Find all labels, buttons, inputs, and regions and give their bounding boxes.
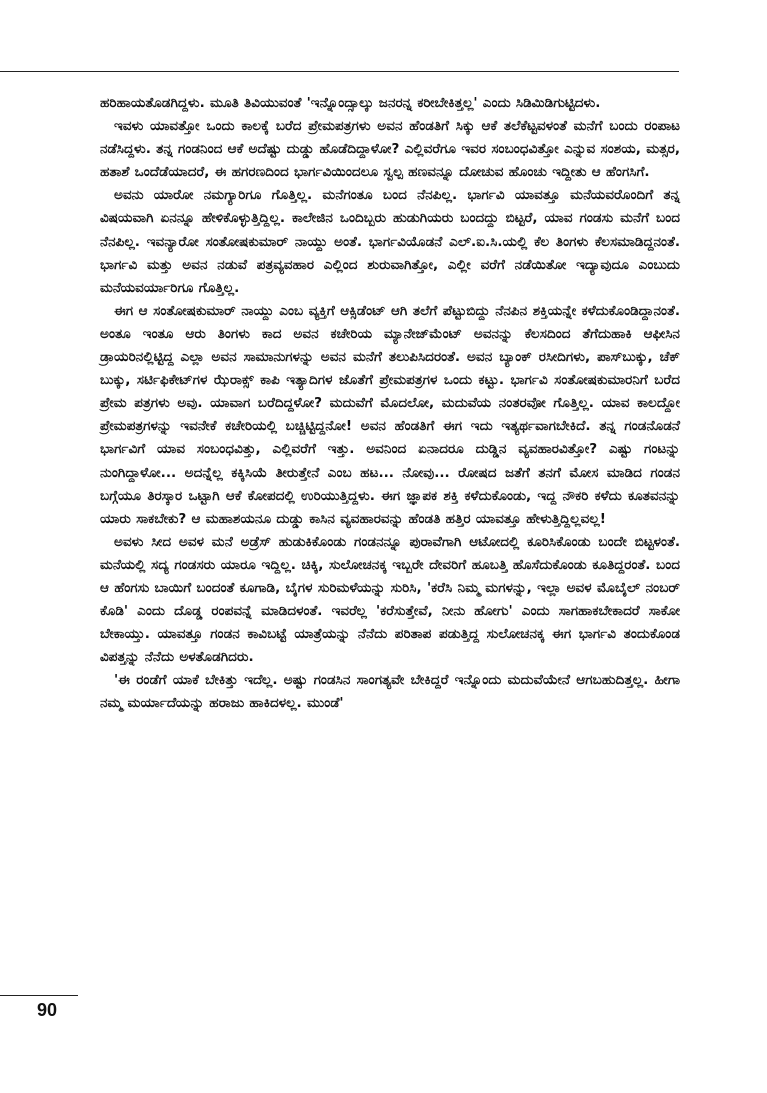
header-rule	[0, 71, 679, 72]
footer-rule	[0, 995, 78, 996]
paragraph: ಹರಿಹಾಯತೊಡಗಿದ್ದಳು. ಮೂತಿ ತಿವಿಯುವಂತೆ 'ಇನ್ನೊಂದ್ಸಾಲ್ಕು ಜನರನ್ನ ಕರೀಬೇಕಿತ್ತಲ್ಲ' ಎಂದು ಸಿಡಿಮಿಡಿಗುಟ್ಟಿದಳು.	[100, 95, 601, 111]
body-text	[100, 92, 680, 716]
paragraph: ಅವನು ಯಾರೋ ನಮಗ್ಯಾರಿಗೂ ಗೊತ್ತಿಲ್ಲ. ಮನೆಗಂತೂ ಬಂದ ನೆನಪಿಲ್ಲ. ಭಾರ್ಗವಿ ಯಾವತ್ತೂ ಮನೆಯವರೊಂದಿಗೆ ತನ್ನ ವಿಷಯವಾಗಿ ಏನನ್ನೂ ಹೇಳಿಕೊಳ್ಳುತ್ತಿದ್ದಿಲ್ಲ. ಕಾಲೇಜಿನ ಒಂದಿಬ್ಬರು ಹುಡುಗಿಯರು ಬಂದದ್ದು ಬಿಟ್ಟರೆ, ಯಾವ ಗಂಡಸು ಮನೆಗೆ ಬಂದ ನೆನಪಿಲ್ಲ. ಇವನ್ಯಾರೋ ಸಂತೋಷಕುಮಾರ್ ನಾಯ್ದು ಅಂತೆ. ಭಾರ್ಗವಿಯೊಡನೆ ಎಲ್.ಐ.ಸಿ.ಯಲ್ಲಿ ಕೆಲ ತಿಂಗಳು ಕೆಲಸಮಾಡಿದ್ದನಂತೆ. ಭಾರ್ಗವಿ ಮತ್ತು ಅವನ ನಡುವೆ ಪತ್ರವ್ಯವಹಾರ ಎಲ್ಲಿಂದ ಶುರುವಾಗಿತ್ತೋ, ಎಲ್ಲೀ ವರೆಗೆ ನಡೆಯಿತೋ ಇದ್ಯಾವುದೂ ಎಂಬುದು ಮನೆಯವರ್ಯಾರಿಗೂ ಗೊತ್ತಿಲ್ಲ.	[100, 187, 680, 296]
paragraph: ಈಗ ಆ ಸಂತೋಷಕುಮಾರ್ ನಾಯ್ದು ಎಂಬ ವ್ಯಕ್ತಿಗೆ ಆಕ್ಸಿಡೆಂಟ್ ಆಗಿ ತಲೆಗೆ ಪೆಟ್ಟುಬಿದ್ದು ನೆನಪಿನ ಶಕ್ತಿಯನ್ನೇ ಕಳೆದುಕೊಂಡಿದ್ದಾನಂತೆ. ಅಂತೂ ಇಂತೂ ಆರು ತಿಂಗಳು ಕಾದ ಅವನ ಕಚೇರಿಯ ಮ್ಯಾನೇಜ್‌ಮೆಂಟ್ ಅವನನ್ನು ಕೆಲಸದಿಂದ ತೆಗೆದುಹಾಕಿ ಆಫೀಸಿನ ಡ್ರಾಯರಿನಲ್ಲಿಟ್ಟಿದ್ದ ಎಲ್ಲಾ ಅವನ ಸಾಮಾನುಗಳನ್ನು ಅವನ ಮನೆಗೆ ತಲುಪಿಸಿದರಂತೆ. ಅವನ ಬ್ಯಾಂಕ್ ರಸೀದಿಗಳು, ಪಾಸ್‌ಬುಕ್ಕು, ಚೆಕ್ ಬುಕ್ಕು, ಸರ್ಟಿಫಿಕೇಟ್‌ಗಳ ಝೆರಾಕ್ಸ್ ಕಾಪಿ ಇತ್ಯಾದಿಗಳ ಜೊತೆಗೆ ಪ್ರೇಮಪತ್ರಗಳ ಒಂದು ಕಟ್ಟು. ಭಾರ್ಗವಿ ಸಂತೋಷಕುಮಾರನಿಗೆ ಬರೆದ ಪ್ರೇಮ ಪತ್ರಗಳು ಅವು. ಯಾವಾಗ ಬರೆದಿದ್ದಳೋ? ಮದುವೆಗೆ ಮೊದಲೋ, ಮದುವೆಯ ನಂತರವೋ ಗೊತ್ತಿಲ್ಲ. ಯಾವ ಕಾಲದ್ದೋ ಪ್ರೇಮಪತ್ರಗಳನ್ನು ಇವನೇಕೆ ಕಚೇರಿಯಲ್ಲಿ ಬಚ್ಚಿಟ್ಟಿದ್ದನೋ! ಅವನ ಹೆಂಡತಿಗೆ ಈಗ ಇದು ಇತ್ಯರ್ಥವಾಗಬೇಕಿದೆ. ತನ್ನ ಗಂಡನೊಡನೆ ಭಾರ್ಗವಿಗೆ ಯಾವ ಸಂಬಂಧವಿತ್ತು, ಎಲ್ಲಿವರೆಗೆ ಇತ್ತು. ಅವನಿಂದ ಏನಾದರೂ ದುಡ್ಡಿನ ವ್ಯವಹಾರವಿತ್ತೋ? ಎಷ್ಟು ಗಂಟನ್ನು ನುಂಗಿದ್ದಾಳೋ... ಅದನ್ನೆಲ್ಲ ಕಕ್ಕಿಸಿಯೆ ತೀರುತ್ತೇನೆ ಎಂಬ ಹಟ... ನೋವು... ರೋಷದ ಜತೆಗೆ ತನಗೆ ಮೋಸ ಮಾಡಿದ ಗಂಡನ ಬಗ್ಗೆಯೂ ತಿರಸ್ಕಾರ ಒಟ್ಟಾಗಿ ಆಕೆ ಕೋಪದಲ್ಲಿ ಉರಿಯುತ್ತಿದ್ದಳು. ಈಗ ಜ್ಞಾಪಕ ಶಕ್ತಿ ಕಳೆದುಕೊಂಡು, ಇದ್ದ ನೌಕರಿ ಕಳೆದು ಕೂತವನನ್ನು ಯಾರು ಸಾಕಬೇಕು? ಆ ಮಹಾಶಯನೂ ದುಡ್ಡು ಕಾಸಿನ ವ್ಯವಹಾರವನ್ನು ಹೆಂಡತಿ ಹತ್ತಿರ ಯಾವತ್ತೂ ಹೇಳುತ್ತಿದ್ದಿಲ್ಲವಲ್ಲ!	[100, 302, 680, 527]
paragraph: ಇವಳು ಯಾವತ್ತೋ ಒಂದು ಕಾಲಕ್ಕೆ ಬರೆದ ಪ್ರೇಮಪತ್ರಗಳು ಅವನ ಹೆಂಡತಿಗೆ ಸಿಕ್ಕು ಆಕೆ ತಲೆಕೆಟ್ಟವಳಂತೆ ಮನೆಗೆ ಬಂದು ರಂಪಾಟ ನಡೆಸಿದ್ದಳು. ತನ್ನ ಗಂಡನಿಂದ ಆಕೆ ಅದೆಷ್ಟು ದುಡ್ಡು ಹೊಡೆದಿದ್ದಾಳೋ? ಎಲ್ಲಿವರೆಗೂ ಇವರ ಸಂಬಂಧವಿತ್ತೋ ಎನ್ನುವ ಸಂಶಯ, ಮತ್ಸರ, ಹತಾಶೆ ಒಂದೆಡೆಯಾದರೆ, ಈ ಹಗರಣದಿಂದ ಭಾರ್ಗವಿಯಿಂದಲೂ ಸ್ವಲ್ಪ ಹಣವನ್ನೂ ದೋಚುವ ಹೊಂಚು ಇದ್ದೀತು ಆ ಹೆಂಗಸಿಗೆ.	[100, 118, 680, 181]
page-number: 90	[37, 1000, 58, 1020]
paragraph: 'ಈ ರಂಡೆಗೆ ಯಾಕೆ ಬೇಕಿತ್ತು ಇದೆಲ್ಲ. ಅಷ್ಟು ಗಂಡಸಿನ ಸಾಂಗತ್ಯವೇ ಬೇಕಿದ್ದರೆ ಇನ್ನೊಂದು ಮದುವೆಯೇನೆ ಆಗಬಹುದಿತ್ತಲ್ಲ. ಹೀಗಾ ನಮ್ಮ ಮರ್ಯಾದೆಯನ್ನು ಹರಾಜು ಹಾಕಿದಳಲ್ಲ. ಮುಂಡೆ'	[100, 672, 680, 712]
paragraph: ಅವಳು ಸೀದ ಅವಳ ಮನೆ ಅಡ್ರೆಸ್ ಹುಡುಕಿಕೊಂಡು ಗಂಡನನ್ನೂ ಪುರಾವೆಗಾಗಿ ಆಟೋದಲ್ಲಿ ಕೂರಿಸಿಕೊಂಡು ಬಂದೇ ಬಿಟ್ಟಳಂತೆ. ಮನೆಯಲ್ಲಿ ಸದ್ಯ ಗಂಡಸರು ಯಾರೂ ಇದ್ದಿಲ್ಲ. ಚಿಕ್ಕಿ, ಸುಲೋಚನಕ್ಕ ಇಬ್ಬರೇ ದೇವರಿಗೆ ಹೂಬತ್ತಿ ಹೊಸೆದುಕೊಂಡು ಕೂತಿದ್ದರಂತೆ. ಬಂದ ಆ ಹೆಂಗಸು ಬಾಯಿಗೆ ಬಂದಂತೆ ಕೂಗಾಡಿ, ಬೈಗಳ ಸುರಿಮಳೆಯನ್ನು ಸುರಿಸಿ, 'ಕರೆಸಿ ನಿಮ್ಮ ಮಗಳನ್ನು, ಇಲ್ಲಾ ಅವಳ ಮೊಬೈಲ್ ನಂಬರ್ ಕೊಡಿ' ಎಂದು ದೊಡ್ಡ ರಂಪವನ್ನೆ ಮಾಡಿದಳಂತೆ. ಇವರೆಲ್ಲ 'ಕರೆಸುತ್ತೇವೆ, ನೀನು ಹೋಗು' ಎಂದು ಸಾಗಹಾಕಬೇಕಾದರೆ ಸಾಕೋ ಬೇಕಾಯ್ತು. ಯಾವತ್ತೂ ಗಂಡನ ಕಾವಿಬಟ್ಟೆ ಯಾತ್ರೆಯನ್ನು ನೆನೆದು ಪರಿತಾಪ ಪಡುತ್ತಿದ್ದ ಸುಲೋಚನಕ್ಕ ಈಗ ಭಾರ್ಗವಿ ತಂದುಕೊಂಡ ವಿಪತ್ತನ್ನು ನೆನೆದು ಅಳತೊಡಗಿದರು.	[100, 533, 680, 666]
